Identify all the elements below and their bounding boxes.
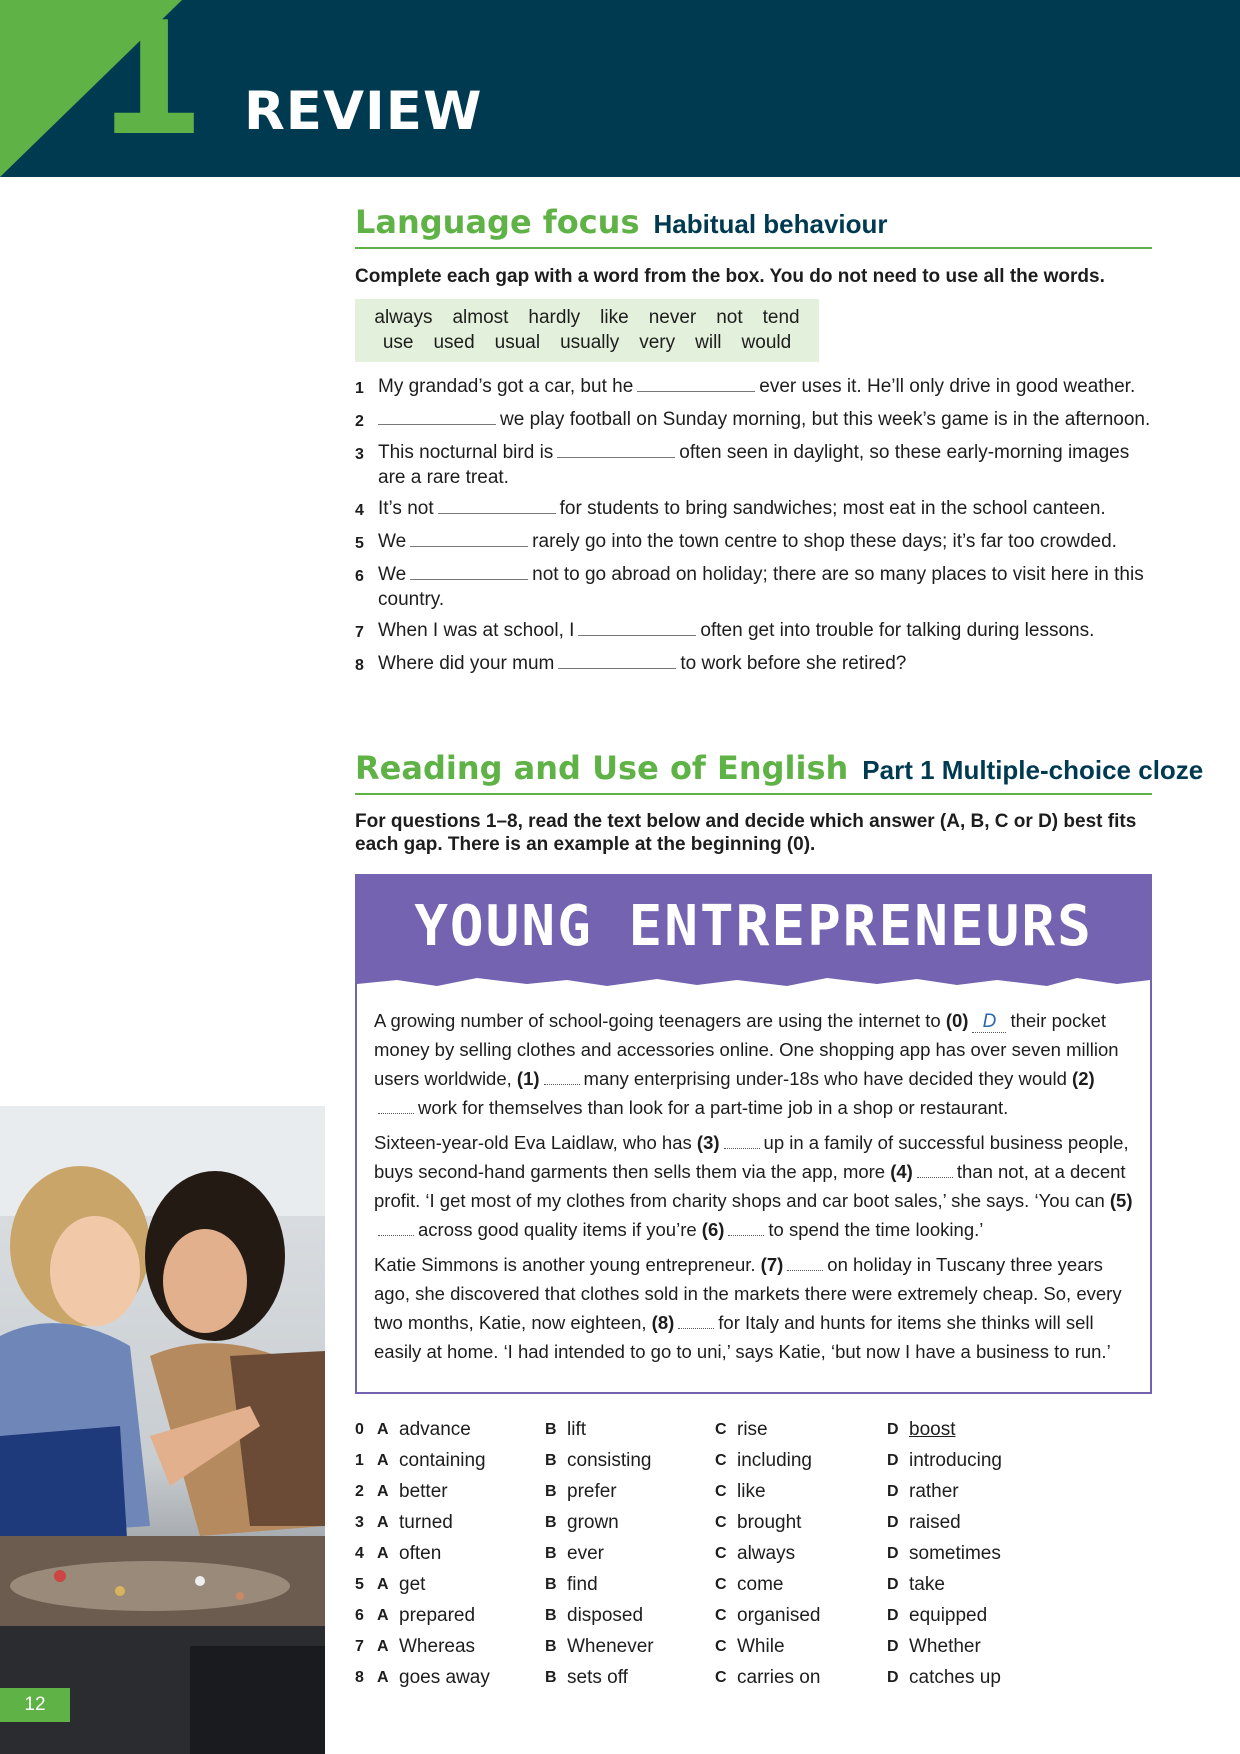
gap-number: (4)	[890, 1161, 913, 1182]
gap-fill-item	[355, 651, 1155, 678]
passage-text	[374, 1006, 1134, 1372]
option-letter: D	[887, 1514, 899, 1531]
item-text	[378, 651, 906, 678]
header-title: REVIEW	[244, 81, 483, 142]
option-letter: B	[545, 1514, 557, 1531]
gap-number: (7)	[760, 1254, 784, 1275]
option-letter: A	[377, 1545, 389, 1562]
option-letter: D	[887, 1669, 899, 1686]
option-c[interactable]	[715, 1445, 887, 1476]
item-text-after: ever uses it. He’ll only drive in good weather.	[759, 376, 1136, 397]
example-answer: D	[972, 1012, 1006, 1033]
option-text: brought	[737, 1512, 802, 1533]
passage-paragraph-1	[374, 1006, 1134, 1122]
option-text: equipped	[909, 1605, 988, 1626]
item-text-after: we play football on Sunday morning, but this week’s game is in the afternoon.	[500, 409, 1151, 430]
gap-number: (8)	[651, 1312, 675, 1333]
reading-subtitle: Part 1 Multiple-choice cloze	[862, 755, 1204, 785]
answer-row	[355, 1662, 1155, 1693]
option-b[interactable]	[545, 1507, 715, 1538]
option-text: sets off	[567, 1667, 628, 1688]
option-letter: A	[377, 1607, 389, 1624]
option-text: Whereas	[399, 1636, 476, 1657]
option-text: lift	[567, 1419, 586, 1440]
option-text: grown	[567, 1512, 619, 1533]
gap-fill-item	[355, 562, 1155, 612]
passage-text-run: up in a family of successful business people, buys second-hand garments then sells them via the app, more	[374, 1132, 1129, 1182]
item-text-before: My grandad’s got a car, but he	[378, 376, 634, 397]
gap-number: (2)	[1072, 1068, 1095, 1089]
gap-fill-item	[355, 374, 1155, 401]
option-a[interactable]	[377, 1600, 545, 1631]
answer-row	[355, 1538, 1155, 1569]
option-d[interactable]	[887, 1476, 1057, 1507]
option-a[interactable]	[377, 1569, 545, 1600]
item-text	[378, 529, 1117, 556]
option-letter: D	[887, 1638, 899, 1655]
word-box-row-2	[355, 330, 819, 355]
option-letter: A	[377, 1452, 389, 1469]
item-text	[378, 496, 1106, 523]
gap-blank[interactable]	[410, 562, 528, 580]
language-focus-heading	[355, 203, 1152, 249]
word: almost	[452, 307, 509, 328]
item-number: 1	[355, 380, 364, 397]
unit-number: 1	[96, 0, 201, 170]
option-letter: C	[715, 1514, 727, 1531]
item-text-before: When I was at school, I	[378, 620, 575, 641]
option-text: consisting	[567, 1450, 652, 1471]
question-number: 0	[355, 1421, 364, 1438]
option-text: organised	[737, 1605, 821, 1626]
question-number: 8	[355, 1669, 364, 1686]
gap-number: (6)	[701, 1219, 725, 1240]
option-b[interactable]	[545, 1476, 715, 1507]
gap-fill-item	[355, 440, 1155, 490]
word-box-row-1	[355, 305, 819, 330]
option-d[interactable]	[887, 1445, 1057, 1476]
reading-heading	[355, 749, 1204, 795]
option-d[interactable]	[887, 1662, 1057, 1693]
item-text	[378, 562, 1155, 612]
option-letter: D	[887, 1607, 899, 1624]
passage-title: YOUNG ENTREPRENEURS	[414, 894, 1093, 959]
passage-text-run: Katie Simmons is another young entrepreneur.	[374, 1254, 756, 1275]
option-c[interactable]	[715, 1507, 887, 1538]
option-d[interactable]	[887, 1414, 1057, 1445]
passage-text-run: for Italy and hunts for items she thinks will sell easily at home. ‘I had intended to go to uni,’ says Katie, ‘but now I have a business to run.’	[374, 1312, 1111, 1362]
option-letter: B	[545, 1638, 557, 1655]
option-c[interactable]	[715, 1414, 887, 1445]
item-text-before: It’s not	[378, 498, 434, 519]
option-letter: A	[377, 1638, 389, 1655]
option-letter: C	[715, 1452, 727, 1469]
option-text: take	[909, 1574, 945, 1595]
option-text: like	[737, 1481, 766, 1502]
option-d[interactable]	[887, 1631, 1057, 1662]
option-text: raised	[909, 1512, 961, 1533]
passage-text-run: on holiday in Tuscany three years ago, she discovered that clothes sold in the markets there were extremely cheap. So, every two months, Katie, now eighteen,	[374, 1254, 1122, 1333]
gap-blank[interactable]	[410, 529, 528, 547]
gap-fill-items	[355, 374, 1155, 684]
option-text: rather	[909, 1481, 959, 1502]
reading-instruction: For questions 1–8, read the text below and decide which answer (A, B, C or D) best fits each gap. There is an example at the beginning (0).	[355, 811, 1137, 855]
passage-text-run: to spend the time looking.’	[768, 1219, 984, 1240]
question-number: 2	[355, 1483, 364, 1500]
passage-text-run: their pocket money by selling clothes and accessories online. One shopping app has over seven million users worldwide,	[374, 1010, 1119, 1089]
passage-box	[355, 874, 1152, 1394]
option-b[interactable]	[545, 1538, 715, 1569]
option-letter: B	[545, 1452, 557, 1469]
gap-fill-item	[355, 618, 1155, 645]
option-letter: B	[545, 1421, 557, 1438]
item-text-after: often seen in daylight, so these early-morning images are a rare treat.	[378, 442, 1130, 488]
question-number: 7	[355, 1638, 364, 1655]
item-number: 6	[355, 568, 364, 585]
item-text-after: to work before she retired?	[680, 653, 907, 674]
item-number: 5	[355, 535, 364, 552]
gap-blank[interactable]	[378, 1221, 414, 1236]
gap-fill-item	[355, 407, 1155, 434]
option-text: often	[399, 1543, 442, 1564]
language-focus-title: Language focus	[355, 203, 640, 241]
gap-blank[interactable]	[557, 440, 675, 458]
option-text: introducing	[909, 1450, 1002, 1471]
teenagers-photo	[0, 1106, 325, 1754]
passage-text-run: across good quality items if you’re	[418, 1219, 697, 1240]
word: used	[433, 332, 475, 353]
passage-text-run: work for themselves than look for a part-time job in a shop or restaurant.	[418, 1097, 1009, 1118]
gap-blank[interactable]	[787, 1256, 823, 1271]
word: hardly	[528, 307, 581, 328]
option-text: containing	[399, 1450, 486, 1471]
option-b[interactable]	[545, 1631, 715, 1662]
word-box	[355, 299, 819, 362]
option-text: Whenever	[567, 1636, 654, 1657]
word: usual	[494, 332, 541, 353]
gap-blank[interactable]	[378, 407, 496, 425]
option-a[interactable]	[377, 1538, 545, 1569]
item-number: 4	[355, 502, 364, 519]
page-number: 12	[0, 1688, 70, 1722]
word: like	[600, 307, 629, 328]
answer-options-table	[355, 1414, 1155, 1693]
gap-blank[interactable]	[558, 651, 676, 669]
word: would	[741, 332, 792, 353]
option-text: prefer	[567, 1481, 617, 1502]
option-b[interactable]	[545, 1569, 715, 1600]
option-text: prepared	[399, 1605, 476, 1626]
gap-blank[interactable]	[728, 1221, 764, 1236]
option-text: sometimes	[909, 1543, 1001, 1564]
option-text: always	[737, 1543, 796, 1564]
option-letter: C	[715, 1576, 727, 1593]
word: always	[374, 307, 433, 328]
option-text: turned	[399, 1512, 453, 1533]
gap-blank[interactable]	[578, 618, 696, 636]
option-b[interactable]	[545, 1662, 715, 1693]
option-a[interactable]	[377, 1662, 545, 1693]
passage-text-run: Sixteen-year-old Eva Laidlaw, who has	[374, 1132, 692, 1153]
item-text-before: We	[378, 564, 407, 585]
word: usually	[560, 332, 620, 353]
option-text: get	[399, 1574, 426, 1595]
passage-text-run: many enterprising under-18s who have decided they would	[583, 1068, 1067, 1089]
option-letter: A	[377, 1576, 389, 1593]
option-letter: B	[545, 1483, 557, 1500]
option-text: carries on	[737, 1667, 821, 1688]
option-b[interactable]	[545, 1445, 715, 1476]
language-focus-instruction: Complete each gap with a word from the box. You do not need to use all the words.	[355, 266, 1105, 287]
option-text: rise	[737, 1419, 768, 1440]
item-number: 8	[355, 657, 364, 674]
answer-row	[355, 1631, 1155, 1662]
option-letter: D	[887, 1545, 899, 1562]
option-text: goes away	[399, 1667, 490, 1688]
option-d[interactable]	[887, 1600, 1057, 1631]
option-letter: A	[377, 1483, 389, 1500]
word: very	[639, 332, 676, 353]
option-d[interactable]	[887, 1538, 1057, 1569]
option-letter: C	[715, 1669, 727, 1686]
answer-row	[355, 1445, 1155, 1476]
option-text: find	[567, 1574, 598, 1595]
reading-title: Reading and Use of English	[355, 749, 849, 787]
passage-paragraph-2	[374, 1128, 1134, 1244]
item-number: 3	[355, 446, 364, 463]
torn-edge-decoration	[357, 974, 1150, 990]
gap-fill-item	[355, 529, 1155, 556]
item-number: 7	[355, 624, 364, 641]
option-text: advance	[399, 1419, 471, 1440]
option-letter: A	[377, 1669, 389, 1686]
gap-blank[interactable]	[438, 496, 556, 514]
option-text: ever	[567, 1543, 604, 1564]
option-letter: C	[715, 1607, 727, 1624]
option-letter: C	[715, 1545, 727, 1562]
option-letter: B	[545, 1669, 557, 1686]
word: use	[382, 332, 414, 353]
option-a[interactable]	[377, 1476, 545, 1507]
passage-text-run: A growing number of school-going teenagers are using the internet to	[374, 1010, 941, 1031]
option-d[interactable]	[887, 1507, 1057, 1538]
question-number: 5	[355, 1576, 364, 1593]
item-text-after: for students to bring sandwiches; most eat in the school canteen.	[559, 498, 1106, 519]
item-text	[378, 618, 1094, 645]
option-text-correct: boost	[909, 1419, 956, 1440]
option-a[interactable]	[377, 1445, 545, 1476]
question-number: 1	[355, 1452, 364, 1469]
word: will	[695, 332, 722, 353]
item-text	[378, 374, 1135, 401]
gap-number: (3)	[696, 1132, 720, 1153]
answer-row	[355, 1476, 1155, 1507]
word: not	[716, 307, 743, 328]
option-letter: D	[887, 1576, 899, 1593]
option-c[interactable]	[715, 1631, 887, 1662]
option-letter: A	[377, 1421, 389, 1438]
passage-paragraph-3	[374, 1250, 1134, 1366]
option-letter: D	[887, 1483, 899, 1500]
question-number: 3	[355, 1514, 364, 1531]
gap-number: (0)	[945, 1010, 969, 1031]
option-letter: B	[545, 1607, 557, 1624]
option-c[interactable]	[715, 1662, 887, 1693]
option-d[interactable]	[887, 1569, 1057, 1600]
option-text: Whether	[909, 1636, 981, 1657]
option-text: disposed	[567, 1605, 644, 1626]
item-text-after: not to go abroad on holiday; there are so many places to visit here in this country.	[378, 564, 1144, 610]
option-a[interactable]	[377, 1631, 545, 1662]
gap-blank[interactable]	[678, 1314, 714, 1329]
item-text	[378, 407, 1150, 434]
option-letter: D	[887, 1421, 899, 1438]
word: never	[648, 307, 697, 328]
option-text: including	[737, 1450, 812, 1471]
option-letter: C	[715, 1421, 727, 1438]
option-c[interactable]	[715, 1538, 887, 1569]
option-letter: C	[715, 1638, 727, 1655]
option-a[interactable]	[377, 1414, 545, 1445]
item-text-after: rarely go into the town centre to shop these days; it’s far too crowded.	[532, 531, 1117, 552]
item-number: 2	[355, 413, 364, 430]
option-c[interactable]	[715, 1569, 887, 1600]
answer-row	[355, 1507, 1155, 1538]
question-number: 4	[355, 1545, 364, 1562]
gap-blank[interactable]	[724, 1134, 760, 1149]
passage-text-run: than not, at a decent profit. ‘I get most of my clothes from charity shops and car boot sales,’ she says. ‘You can	[374, 1161, 1126, 1211]
option-text: better	[399, 1481, 448, 1502]
option-c[interactable]	[715, 1600, 887, 1631]
option-b[interactable]	[545, 1414, 715, 1445]
option-letter: B	[545, 1545, 557, 1562]
item-text-before: This nocturnal bird is	[378, 442, 554, 463]
option-text: catches up	[909, 1667, 1001, 1688]
option-b[interactable]	[545, 1600, 715, 1631]
answer-row	[355, 1600, 1155, 1631]
option-a[interactable]	[377, 1507, 545, 1538]
gap-number: (5)	[1109, 1190, 1133, 1211]
option-letter: B	[545, 1576, 557, 1593]
gap-blank[interactable]	[637, 374, 755, 392]
answer-row	[355, 1569, 1155, 1600]
item-text	[378, 440, 1155, 490]
answer-row	[355, 1414, 1155, 1445]
option-c[interactable]	[715, 1476, 887, 1507]
unit-header	[0, 0, 1240, 177]
option-letter: A	[377, 1514, 389, 1531]
gap-blank[interactable]	[378, 1099, 414, 1114]
option-text: come	[737, 1574, 784, 1595]
item-text-before: Where did your mum	[378, 653, 555, 674]
gap-fill-item	[355, 496, 1155, 523]
language-focus-subtitle: Habitual behaviour	[653, 209, 888, 239]
gap-number: (1)	[516, 1068, 540, 1089]
gap-blank[interactable]	[544, 1070, 580, 1085]
item-text-before: We	[378, 531, 407, 552]
item-text-after: often get into trouble for talking during lessons.	[700, 620, 1095, 641]
option-letter: D	[887, 1452, 899, 1469]
option-text: While	[737, 1636, 785, 1657]
option-letter: C	[715, 1483, 727, 1500]
question-number: 6	[355, 1607, 364, 1624]
word: tend	[762, 307, 800, 328]
gap-blank[interactable]	[917, 1163, 953, 1178]
